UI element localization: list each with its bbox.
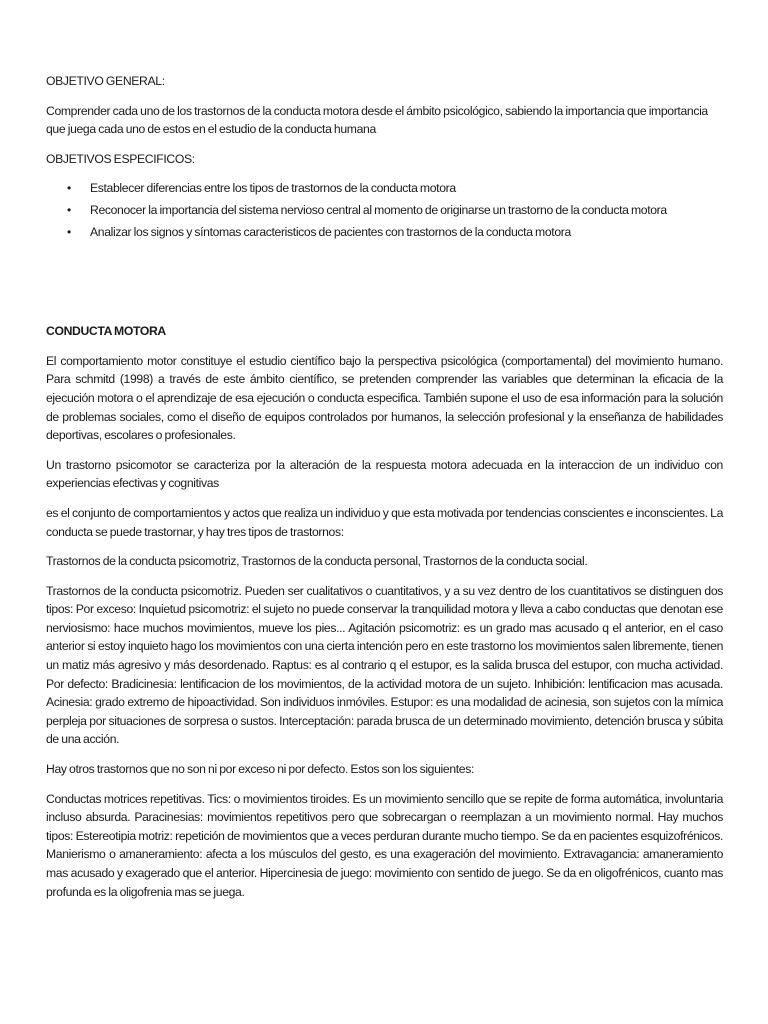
paragraph: Un trastorno psicomotor se caracteriza por la alteración de la respuesta motora adecuada en la interaccion de un individuo con experiencias efectivas y cognitivas <box>46 457 723 491</box>
objetivo-general-text: Comprender cada uno de los trastornos de la conducta motora desde el ámbito psicológico, sabiendo la importancia que importancia que juega cada uno de estos en el estudio de la conducta humana <box>46 103 708 137</box>
list-item-text: Establecer diferencias entre los tipos de trastornos de la conducta motora <box>90 181 456 196</box>
objetivos-especificos-heading: OBJETIVOS ESPECIFICOS: <box>46 151 195 166</box>
paragraph: Conductas motrices repetitivas. Tics: o movimientos tiroides. Es un movimiento sencillo que se repite de forma automática, involuntaria incluso absurda. Paracinesias: movimientos repetitivos pero que sobrecargan o reemplazan a un movimiento normal. Hay muchos tipos: Estereotipia motriz: repetición de movimientos que a veces perduran durante mucho tiempo. Se da en pacientes esquizofrénicos. Manierismo o amaneramiento: afecta a los músculos del gesto, es una exageración del movimiento. Extravagancia: amaneramiento mas acusado y exagerado que el anterior. Hipercinesia de juego: movimiento con sentido de juego. Se da en oligofrénicos, cuanto mas profunda es la oligofrenia mas se juega. <box>46 791 723 899</box>
bullet-icon: • <box>67 181 71 196</box>
list-item-text: Reconocer la importancia del sistema nervioso central al momento de originarse un trastorno de la conducta motora <box>90 202 667 217</box>
paragraph: Trastornos de la conducta psicomotriz, Trastornos de la conducta personal, Trastornos de la conducta social. <box>46 554 588 569</box>
objetivo-general-heading: OBJETIVO GENERAL: <box>46 74 165 88</box>
list-item-text: Analizar los signos y síntomas caracteristicos de pacientes con trastornos de la conducta motora <box>90 224 571 239</box>
list-item <box>46 223 723 242</box>
section-spacer <box>46 244 723 322</box>
list-item <box>46 201 723 220</box>
bullet-icon: • <box>67 224 71 239</box>
conducta-motora-heading: CONDUCTA MOTORA <box>46 324 166 339</box>
paragraph: El comportamiento motor constituye el estudio científico bajo la perspectiva psicológica (comportamental) del movimiento humano. Para schmitd (1998) a través de este ámbito científico, se pretenden comprender las variables que determinan la eficacia de la ejecución motora o el aprendizaje de esa ejecución o conducta especifica. También supone el uso de esa información para la solución de problemas sociales, como el diseño de equipos controlados por humanos, la selección profesional y la enseñanza de habilidades deportivas, escolares o profesionales. <box>46 353 723 443</box>
paragraph: Hay otros trastornos que no son ni por exceso ni por defecto. Estos son los siguientes: <box>46 762 474 777</box>
objetivos-especificos-list <box>46 179 723 241</box>
list-item <box>46 179 723 198</box>
paragraph: es el conjunto de comportamientos y actos que realiza un individuo y que esta motivada por tendencias conscientes e inconscientes. La conducta se puede trastornar, y hay tres tipos de trastornos: <box>46 505 723 539</box>
paragraph: Trastornos de la conducta psicomotriz. Pueden ser cualitativos o cuantitativos, y a su vez dentro de los cuantitativos se distinguen dos tipos: Por exceso: Inquietud psicomotriz: el sujeto no puede conservar la tranquilidad motora y lleva a cabo conductas que denotan ese nerviosismo: hace muchos movimientos, mueve los pies... Agitación psicomotriz: es un grado mas acusado q el anterior, en el caso anterior si estoy inquieto hago los movimientos con una cierta intención pero en este trastorno los movimientos salen libremente, tienen un matiz más agresivo y más desordenado. Raptus: es al contrario q el estupor, es la salida brusca del estupor, con mucha actividad. Por defecto: Bradicinesia: lentificacion de los movimientos, de la actividad motora de un sujeto. Inhibición: lentificacion mas acusada. Acinesia: grado extremo de hipoactividad. Son individuos inmóviles. Estupor: es una modalidad de acinesia, son sujetos con la mímica perpleja por situaciones de sorpresa o sustos. Interceptación: parada brusca de un determinado movimiento, detención brusca y súbita de una acción. <box>46 583 723 747</box>
bullet-icon: • <box>67 202 71 217</box>
document-page <box>46 72 723 912</box>
